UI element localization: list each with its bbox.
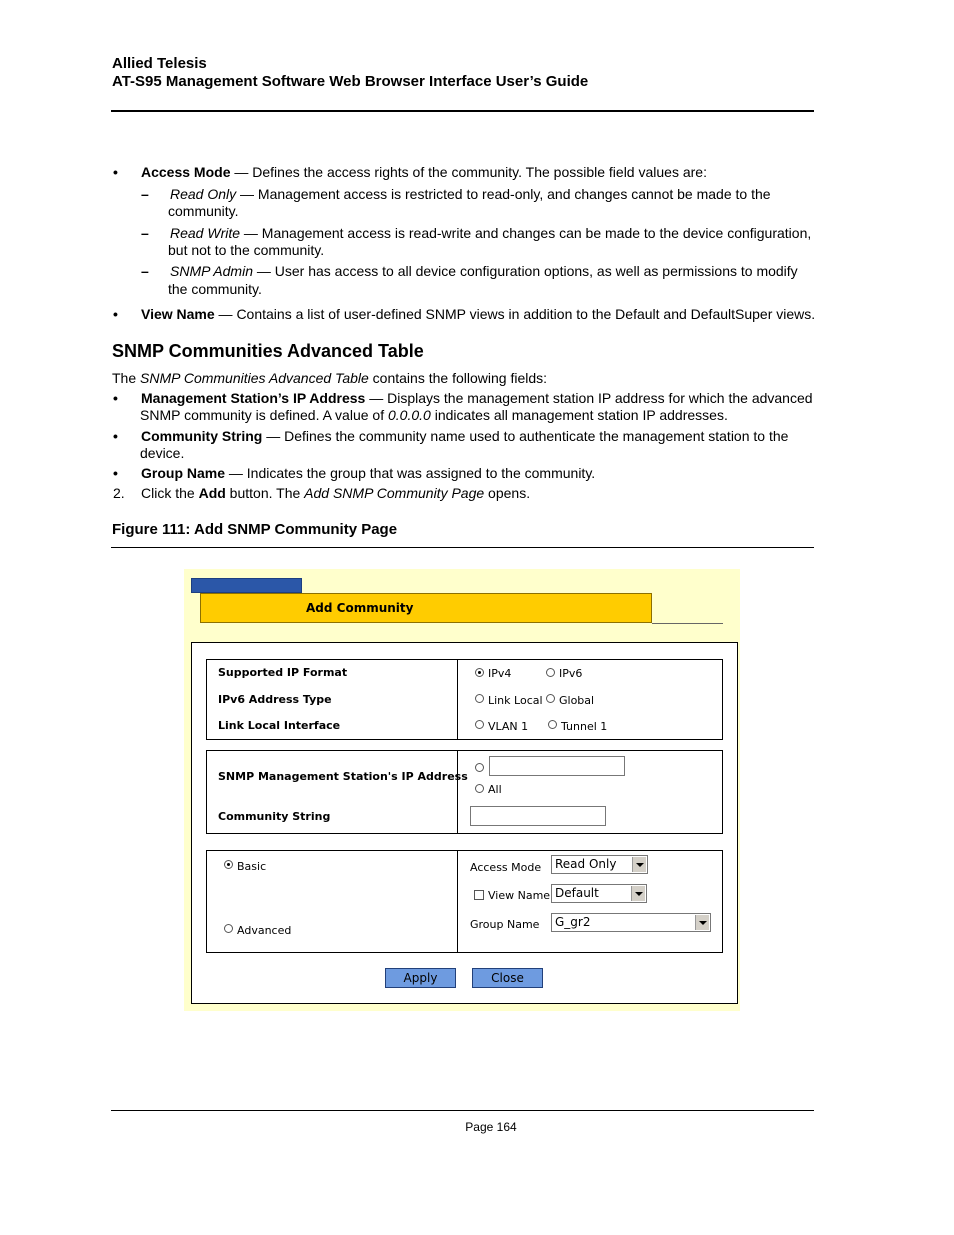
tunnel1-label: Tunnel 1 <box>561 720 608 733</box>
station-ip-input[interactable] <box>489 756 625 776</box>
intro-pre: The <box>112 370 141 386</box>
access-mode-desc: — Defines the access rights of the community. The possible field values are: <box>230 164 707 180</box>
group-name-value: G_gr2 <box>555 915 591 929</box>
chevron-down-icon <box>631 886 645 901</box>
apply-button[interactable]: Apply <box>385 968 456 988</box>
caption-rule <box>111 547 814 548</box>
access-mode-item <box>141 164 707 181</box>
dialog-title: Add Community <box>306 601 414 615</box>
tab-blue <box>191 578 302 593</box>
divider <box>457 750 458 834</box>
step-number: 2. <box>113 485 125 501</box>
read-only-term: Read Only <box>170 186 237 202</box>
link-local-option-label: Link Local <box>488 694 543 707</box>
all-radio[interactable] <box>475 784 484 793</box>
read-only-line <box>170 186 771 203</box>
global-label: Global <box>559 694 595 707</box>
chevron-down-icon <box>632 857 646 872</box>
read-write-line2: but not to the community. <box>168 242 325 258</box>
station-ip-label: SNMP Management Station's IP Address <box>218 770 468 783</box>
station-ip-radio[interactable] <box>475 763 484 772</box>
field-group-name <box>141 465 595 482</box>
bullet: • <box>113 306 118 322</box>
field-term: Community String <box>141 428 263 444</box>
view-name-select[interactable] <box>551 884 647 903</box>
step-pre: Click the <box>141 485 199 501</box>
basic-radio[interactable] <box>224 860 233 869</box>
community-string-label: Community String <box>218 810 331 823</box>
group-name-label: Group Name <box>470 918 540 931</box>
advanced-label: Advanced <box>237 924 292 937</box>
section-intro <box>112 370 547 387</box>
field-desc-post: indicates all management station IP addresses. <box>430 407 728 423</box>
access-mode-label: Access Mode <box>470 861 542 874</box>
step-em: Add SNMP Community Page <box>304 485 485 501</box>
snmp-admin-line2: the community. <box>168 281 262 297</box>
read-only-line2: community. <box>168 203 239 219</box>
bullet: • <box>113 164 118 180</box>
step-bold: Add <box>198 485 226 501</box>
divider <box>457 659 458 740</box>
view-name-item <box>141 306 815 323</box>
snmp-admin-term: SNMP Admin <box>170 263 253 279</box>
footer-rule <box>111 1110 814 1111</box>
vlan1-label: VLAN 1 <box>488 720 529 733</box>
vlan1-radio[interactable] <box>475 720 484 729</box>
link-local-label: Link Local Interface <box>218 719 341 732</box>
field-term: Group Name <box>141 465 226 481</box>
tunnel1-radio[interactable] <box>548 720 557 729</box>
advanced-radio[interactable] <box>224 924 233 933</box>
ip-format-label: Supported IP Format <box>218 666 348 679</box>
field-station-ip-line2 <box>140 407 728 424</box>
company-name: Allied Telesis <box>112 55 207 72</box>
field-desc: — Indicates the group that was assigned to the community. <box>225 465 596 481</box>
dash: – <box>141 263 149 279</box>
intro-em: SNMP Communities Advanced Table <box>140 370 369 386</box>
basic-label: Basic <box>237 860 267 873</box>
title-tab <box>200 593 652 623</box>
page-number: Page 164 <box>465 1120 517 1134</box>
ipv6-type-label: IPv6 Address Type <box>218 693 332 706</box>
view-name-value: Default <box>555 886 599 900</box>
link-local-radio[interactable] <box>475 694 484 703</box>
bullet: • <box>113 428 118 444</box>
field-community-string <box>141 428 788 445</box>
ipv4-radio[interactable] <box>475 668 484 677</box>
all-label: All <box>488 783 502 796</box>
view-name-label: View Name <box>488 889 551 902</box>
read-write-term: Read Write <box>170 225 241 241</box>
ipv6-label: IPv6 <box>559 667 583 680</box>
close-button[interactable]: Close <box>472 968 543 988</box>
intro-post: contains the following fields: <box>368 370 548 386</box>
figure-caption: Figure 111: Add SNMP Community Page <box>112 521 398 538</box>
bullet: • <box>113 390 118 406</box>
read-write-line <box>170 225 811 242</box>
section-heading: SNMP Communities Advanced Table <box>112 341 424 361</box>
view-name-term: View Name <box>141 306 215 322</box>
field-term: Management Station’s IP Address <box>141 390 366 406</box>
group-name-select[interactable] <box>551 913 711 932</box>
step-post: opens. <box>484 485 531 501</box>
header-rule <box>111 110 814 112</box>
divider <box>457 850 458 953</box>
field-station-ip <box>141 390 813 407</box>
guide-title: AT-S95 Management Software Web Browser Interface User’s Guide <box>112 73 589 90</box>
access-mode-select[interactable] <box>551 855 648 874</box>
step-text <box>141 485 530 502</box>
dash: – <box>141 186 149 202</box>
field-desc-pre: SNMP community is defined. A value of <box>140 407 388 423</box>
view-name-desc: — Contains a list of user-defined SNMP views in addition to the Default and DefaultSuper views. <box>214 306 816 322</box>
field-community-string-line2: device. <box>140 445 185 461</box>
ipv6-radio[interactable] <box>546 668 555 677</box>
view-name-checkbox[interactable] <box>474 890 484 900</box>
tab-line <box>652 623 723 624</box>
read-write-desc: — Management access is read-write and changes can be made to the device configuration, <box>240 225 812 241</box>
ipv4-label: IPv4 <box>488 667 512 680</box>
snmp-admin-desc: — User has access to all device configuration options, as well as permissions to modify <box>252 263 798 279</box>
field-desc: — Defines the community name used to authenticate the management station to the <box>262 428 789 444</box>
step-mid: button. The <box>225 485 305 501</box>
access-mode-value: Read Only <box>555 857 617 871</box>
chevron-down-icon <box>695 915 709 930</box>
field-desc-em: 0.0.0.0 <box>387 407 431 423</box>
community-string-input[interactable] <box>470 806 606 826</box>
access-mode-term: Access Mode <box>141 164 231 180</box>
field-desc: — Displays the management station IP address for which the advanced <box>365 390 813 406</box>
bullet: • <box>113 465 118 481</box>
snmp-admin-line <box>170 263 798 280</box>
global-radio[interactable] <box>546 694 555 703</box>
read-only-desc: — Management access is restricted to read-only, and changes cannot be made to the <box>236 186 771 202</box>
dash: – <box>141 225 149 241</box>
